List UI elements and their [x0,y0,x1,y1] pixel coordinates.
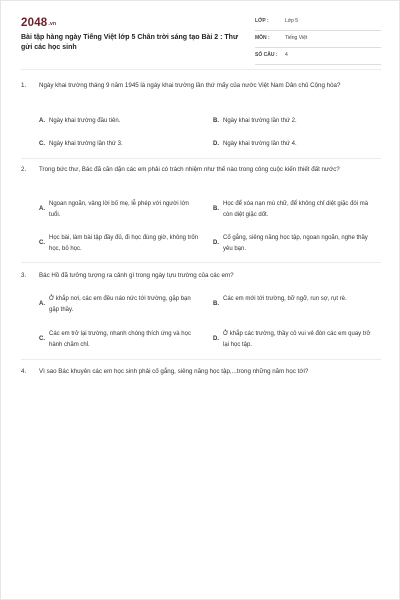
worksheet-header [1,1,400,66]
info-value: Lớp 5 [285,18,299,24]
option-letter: D. [213,141,219,147]
question-text: Bác Hồ đã tưởng tượng ra cảnh gì trong ngày tựu trường của các em? [39,272,234,279]
question-number: 2. [21,166,27,173]
info-label: MÔN : [255,35,270,41]
divider [21,359,381,360]
option-text: Cố gắng, siêng năng học tập, ngoan ngoãn, nghe thầy yêu bạn. [223,235,368,252]
option-letter: C. [39,240,45,246]
info-panel [255,14,381,65]
question-number: 4. [21,368,27,375]
info-value: 4 [285,52,288,58]
option-letter: C. [39,336,45,342]
option-letter: B. [213,118,219,124]
logo-tld: .vn [48,21,57,27]
option-letter: B. [213,301,219,307]
info-row-count [255,48,381,65]
option-text: Ở khắp nơi, các em đều náo nức tới trường, gặp bạn gặp thầy. [49,296,191,313]
divider [21,69,381,70]
question-number: 1. [21,82,27,89]
option-letter: A. [39,118,45,124]
info-label: LỚP : [255,18,269,24]
option-letter: D. [213,336,219,342]
option-letter: A. [39,301,45,307]
question-text: Ngày khai trường tháng 9 năm 1945 là ngày khai trường lần thứ mấy của nước Việt Nam Dân chủ Cộng hòa? [39,82,341,89]
option-text: Ngày khai trường đầu tiên. [49,118,121,124]
info-row-subject [255,31,381,48]
question-text: Trong bức thư, Bác đã căn dặn các em phải có trách nhiệm như thế nào trong công cuộc kiến thiết đất nước? [39,166,340,173]
option-text: Ngày khai trường lần thứ 2. [223,118,297,124]
logo-text: 2048 [21,17,48,29]
option-letter: C. [39,141,45,147]
divider [21,158,381,159]
question-number: 3. [21,272,27,279]
question-text: Vì sao Bác khuyên các em học sinh phải cố gắng, siêng năng học tập,...trong những năm học tới? [39,368,309,375]
site-logo[interactable] [21,17,56,29]
option-text: Ngày khai trường lần thứ 3. [49,141,123,147]
info-label: SỐ CÂU : [255,52,278,58]
option-letter: B. [213,206,219,212]
option-text: Học bài, làm bài tập đầy đủ, đi học đúng giờ, không trốn học, bỏ học. [49,235,199,252]
option-text: Học để xóa nạn mù chữ, để không chỉ diệt giặc đói mà còn diệt giặc dốt. [223,201,369,218]
divider [21,262,381,263]
option-letter: D. [213,240,219,246]
option-text: Ngoan ngoãn, vâng lời bố mẹ, lễ phép với người lớn tuổi. [49,201,189,218]
option-text: Các em mới tới trường, bỡ ngỡ, run sợ, rụt rè. [223,296,347,302]
worksheet-title: Bài tập hàng ngày Tiếng Việt lớp 5 Chân trời sáng tạo Bài 2 : Thư gửi các học sinh [21,34,239,51]
option-text: Ngày khai trường lần thứ 4. [223,141,297,147]
option-text: Các em trở lại trường, nhanh chóng thích ứng và học hành chăm chỉ. [49,331,191,348]
option-letter: A. [39,206,45,212]
info-row-class [255,14,381,31]
option-text: Ở khắp các trường, thầy cô vui vẻ đón các em quay trở lại học tập. [223,331,371,348]
info-value: Tiếng Việt [285,35,308,41]
